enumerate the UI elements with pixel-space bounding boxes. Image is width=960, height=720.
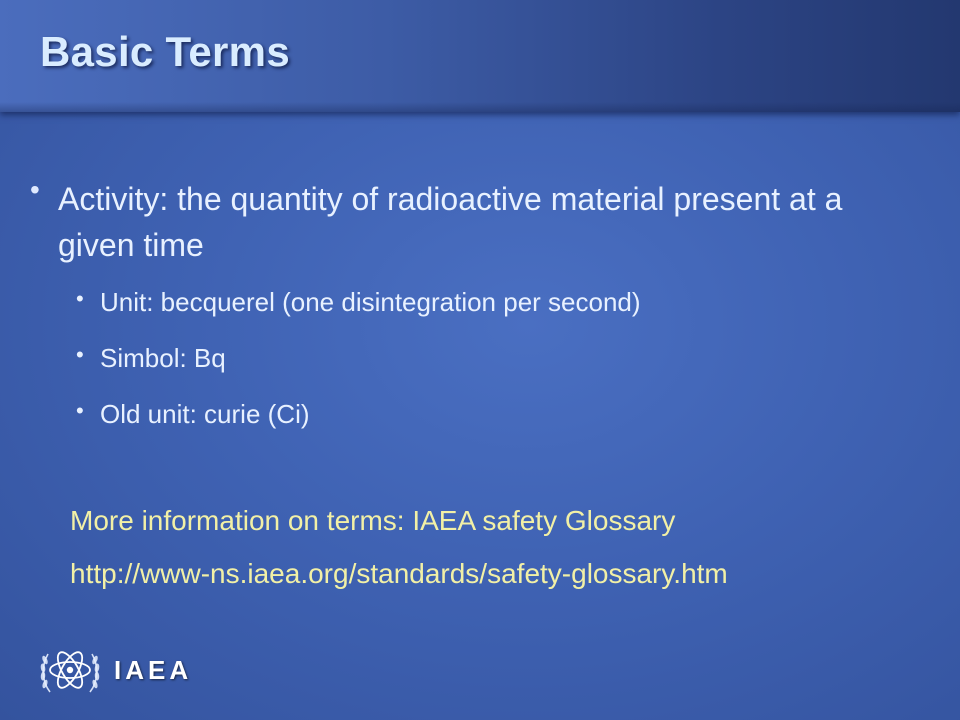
sub-bullet-old-unit: [76, 396, 916, 432]
sub-bullet-symbol: [76, 340, 916, 376]
bullet-icon: •: [76, 398, 84, 423]
iaea-logo: [36, 636, 192, 704]
slide-title: Basic Terms: [40, 28, 290, 75]
glossary-url[interactable]: http://www-ns.iaea.org/standards/safety-glossary.htm: [70, 558, 728, 589]
atom-laurel-icon: [36, 636, 104, 704]
sub-bullet-list: [76, 284, 916, 452]
sub-bullet-text: Unit: becquerel (one disintegration per second): [100, 287, 641, 317]
bullet-icon: •: [76, 342, 84, 367]
sub-bullet-text: Old unit: curie (Ci): [100, 399, 310, 429]
more-info-text: More information on terms: IAEA safety Glossary: [70, 505, 676, 536]
bullet-icon: •: [76, 286, 84, 311]
title-band: [0, 0, 960, 112]
bullet-icon: •: [30, 174, 40, 205]
main-bullet-text: Activity: the quantity of radioactive material present at a given time: [58, 181, 843, 263]
sub-bullet-text: Simbol: Bq: [100, 343, 226, 373]
main-bullet: [30, 176, 910, 268]
logo-text: IAEA: [114, 654, 193, 685]
sub-bullet-unit: [76, 284, 916, 320]
